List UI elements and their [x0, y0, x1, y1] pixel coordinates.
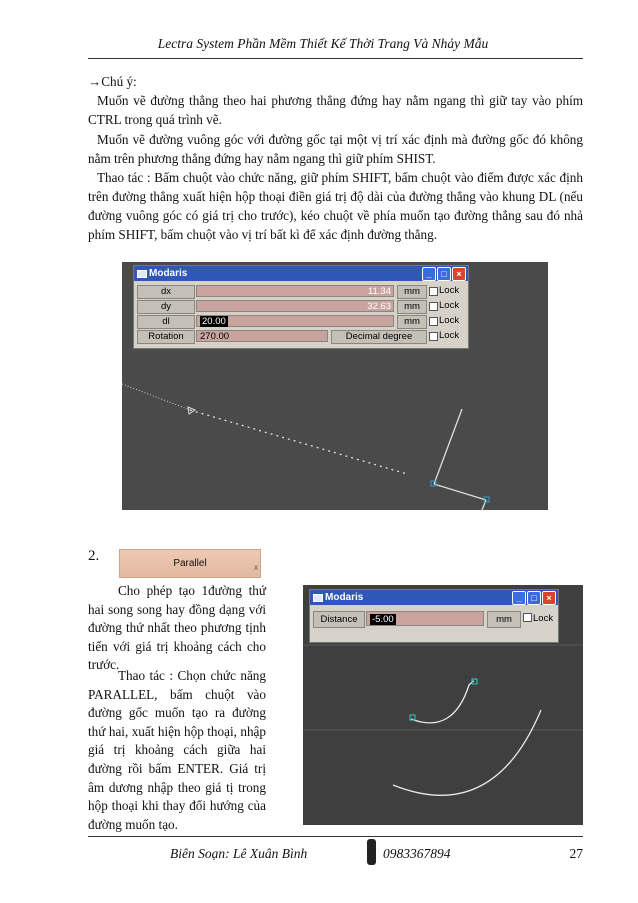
phone-icon	[367, 839, 376, 865]
distance-value: -5.00	[372, 614, 394, 625]
close-icon-2[interactable]: ×	[542, 591, 556, 605]
dy-unit: mm	[397, 300, 427, 314]
distance-lock-checkbox[interactable]: Lock	[521, 611, 553, 623]
header-rule	[88, 58, 583, 59]
note-heading: →Chú ý:	[88, 74, 137, 89]
distance-label: Distance	[313, 611, 365, 628]
footer-phone: 0983367894	[383, 846, 451, 861]
dialog-title: Modaris	[149, 268, 188, 279]
dx-input[interactable]: 11.34	[196, 285, 394, 297]
dl-lock-checkbox[interactable]: Lock	[427, 315, 459, 327]
page-header: Lectra System Phần Mềm Thiết Kế Thời Trang Và Nhảy Mẫu	[157, 36, 489, 51]
dy-input[interactable]: 32.63	[196, 300, 394, 312]
screenshot-modaris-parallel	[303, 585, 583, 825]
dl-label: dl	[137, 315, 195, 329]
rotation-unit: Decimal degree	[331, 330, 427, 344]
dialog2-title: Modaris	[325, 592, 364, 603]
drawing-canvas-2	[303, 585, 583, 825]
parallel-button-mark: x	[254, 563, 258, 572]
page-number: 27	[569, 846, 583, 861]
perpendicular-line	[434, 409, 462, 484]
dl-value: 20.00	[202, 316, 226, 327]
base-line-dotted	[190, 410, 407, 474]
footer-author: Biên Soạn: Lê Xuân Bình	[170, 846, 308, 861]
screenshot-modaris-line	[122, 262, 548, 510]
dy-lock-checkbox[interactable]: Lock	[427, 300, 459, 312]
dx-label: dx	[137, 285, 195, 299]
parallel-button[interactable]	[119, 549, 261, 578]
short-line	[434, 484, 486, 500]
paragraph-ctrl: Muốn vẽ đường thẳng theo hai phương thẳng đứng hay nằm ngang thì giữ tay vào phím CTRL trong quá trình vẽ.	[88, 93, 583, 127]
maximize-icon-2[interactable]: □	[527, 591, 541, 605]
rotation-lock-checkbox[interactable]: Lock	[427, 330, 459, 342]
original-curve	[411, 681, 474, 723]
dy-label: dy	[137, 300, 195, 314]
base-line-left	[122, 384, 190, 410]
dx-unit: mm	[397, 285, 427, 299]
minimize-icon[interactable]: _	[422, 267, 436, 281]
maximize-icon[interactable]: □	[437, 267, 451, 281]
paragraph-procedure: Thao tác : Bấm chuột vào chức năng, giữ phím SHIFT, bấm chuột vào điểm được xác định trên đường thẳng xuất hiện hộp thoại điền giá trị độ dài của đường thẳng vào khung DL (nếu đường vuông góc có giá trị cho trước), kéo chuột về phía muốn tạo đường thẳng sau đó nhả phím SHIFT, bấm chuột vào vị trí bất kì để xác định đường thẳng.	[88, 170, 583, 242]
paragraph-shift: Muốn vẽ đường vuông góc với đường gốc tại một vị trí xác định mà đường gốc đó không nằm trên phương thẳng đứng hay nằm ngang thì giữ phím SHIST.	[88, 132, 583, 166]
footer-rule	[88, 836, 583, 837]
parallel-button-label: Parallel	[173, 558, 207, 569]
section-number: 2.	[88, 548, 100, 564]
close-icon[interactable]: ×	[452, 267, 466, 281]
parallel-procedure: Thao tác : Chọn chức năng PARALLEL, bấm chuột vào đường gốc muốn tạo ra đường thứ hai, xuất hiện hộp thoại, nhập giá trị khoảng cách giữa hai đường rồi bấm ENTER. Giá trị âm dương nhập theo giá tị trong hộp thoại khi thay đổi hướng của đường muốn tạo.	[88, 668, 266, 832]
minimize-icon-2[interactable]: _	[512, 591, 526, 605]
drawing-canvas	[122, 262, 548, 510]
parallel-description: Cho phép tạo 1đường thứ hai song song hay đồng dạng với đường thứ nhất theo phương tịnh tiến với giá trị khoảng cách cho trước.	[88, 583, 266, 673]
parallel-curve	[393, 710, 541, 795]
dl-unit: mm	[397, 315, 427, 329]
rotation-input[interactable]: 270.00	[196, 330, 328, 342]
distance-unit: mm	[487, 611, 521, 628]
dx-lock-checkbox[interactable]: Lock	[427, 285, 459, 297]
rotation-label: Rotation	[137, 330, 195, 344]
